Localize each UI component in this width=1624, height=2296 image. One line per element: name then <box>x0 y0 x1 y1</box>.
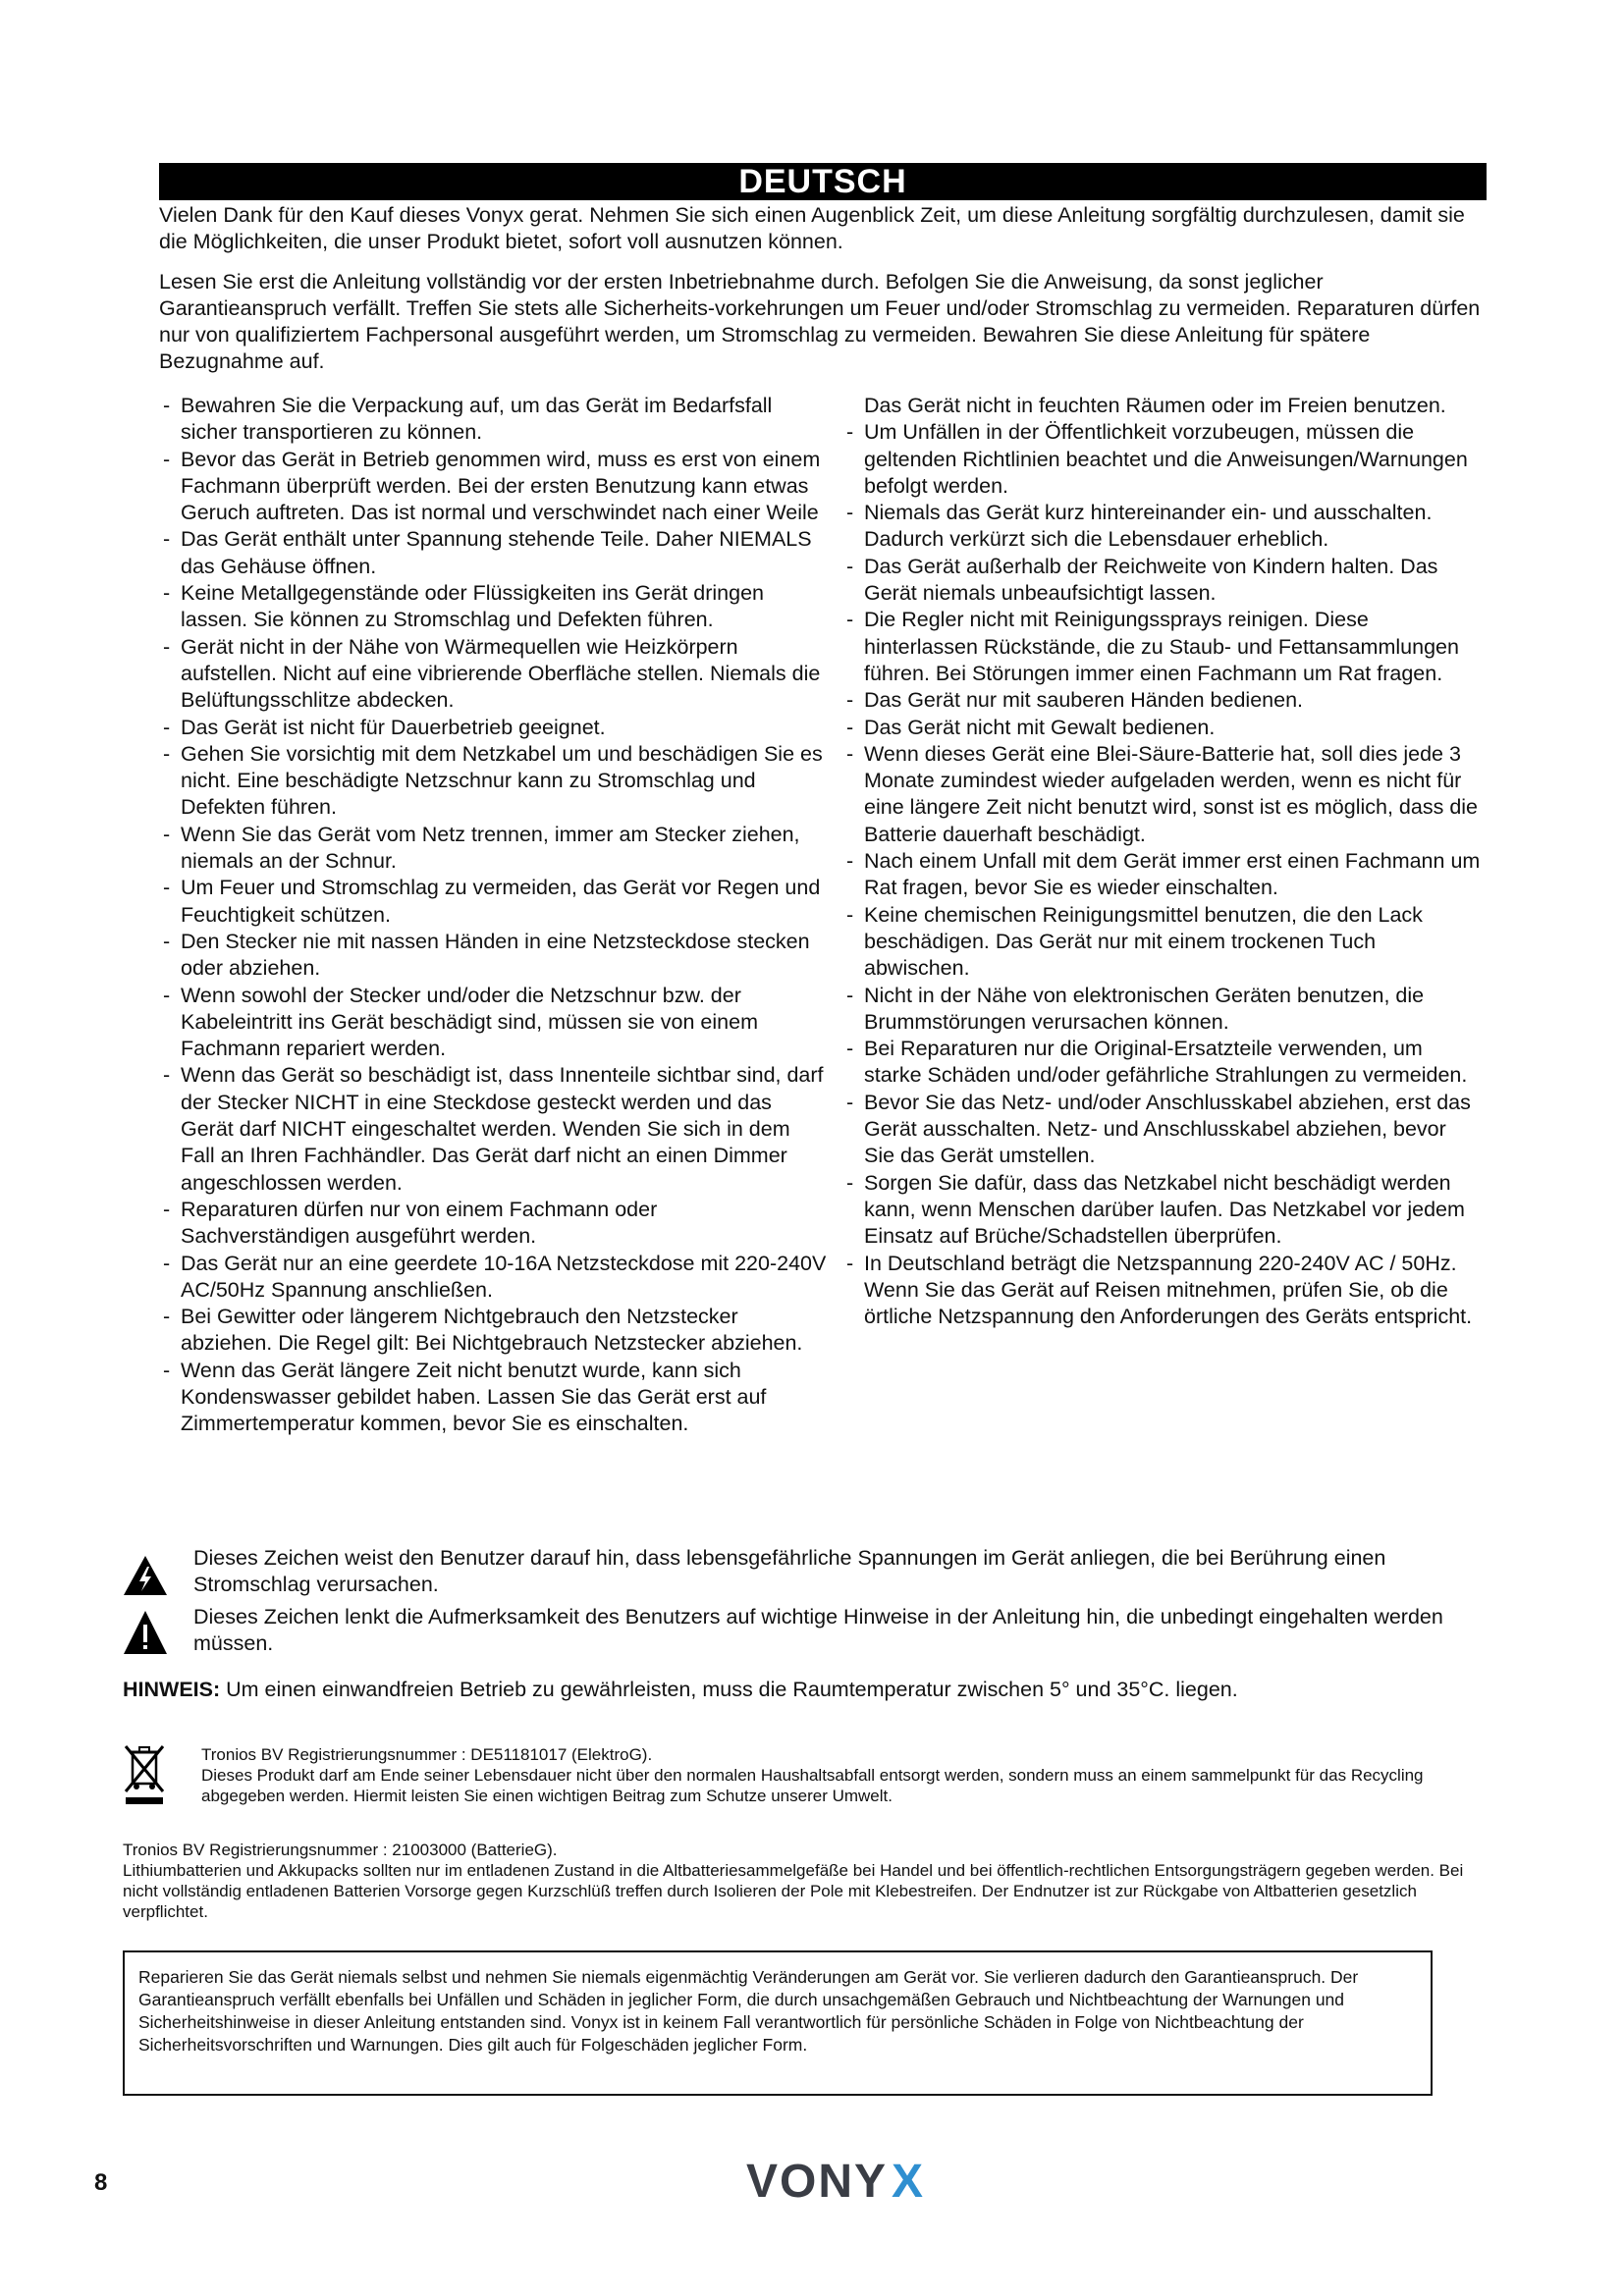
list-item: Das Gerät nicht in feuchten Räumen oder im Freien benutzen. <box>864 394 1446 417</box>
list-item: - Niemals das Gerät kurz hintereinander ein- und ausschalten. Dadurch verkürzt sich die Lebensdauer erheblich. <box>842 500 1481 554</box>
list-item: - Um Unfällen in der Öffentlichkeit vorzubeugen, müssen die geltenden Richtlinien beachtet und die Anweisungen/Warnungen befolgt werden. <box>842 419 1481 500</box>
svg-text:X: X <box>892 2156 924 2203</box>
electric-warning <box>123 1545 1488 1598</box>
list-item: - Die Regler nicht mit Reinigungssprays reinigen. Diese hinterlassen Rückstände, die zu Staub- und Fettansammlungen führen. Bei Störungen immer einen Fachmann um Rat fragen. <box>842 607 1481 687</box>
battery-registration: Tronios BV Registrierungsnummer : 21003000 (BatterieG). <box>123 1841 558 1859</box>
list-item: - Um Feuer und Stromschlag zu vermeiden, das Gerät vor Regen und Feuchtigkeit schützen. <box>159 875 827 929</box>
weee-notice <box>123 1744 1488 1806</box>
list-item: - Wenn das Gerät so beschädigt ist, dass Innenteile sichtbar sind, darf der Stecker NICHT in eine Steckdose gesteckt werden und das Gerät darf NICHT eingeschaltet werden. Wenden Sie sich in dem Fall an Ihren Fachhändler. Das Gerät darf nicht an einen Dimmer angeschlossen werden. <box>159 1062 827 1196</box>
disclaimer-text: Reparieren Sie das Gerät niemals selbst und nehmen Sie niemals eigenmächtig Veränderungen am Gerät vor. Sie verlieren dadurch den Garantieanspruch. Der Garantieanspruch verfällt ebenfalls bei Unfällen und Schäden in jeglicher Form, die durch unsachgemäßen Gebrauch und Nichtbeachtung der Warnungen und Sicherheitshinweise in dieser Anleitung entstanden sind. Vonyx ist in keinem Fall verantwortlich für persönliche Schäden in Folge von Nichtbeachtung der Sicherheitsvorschriften und Warnungen. Dies gilt auch für Folgeschäden jeglicher Form. <box>138 1967 1359 2055</box>
section-title: DEUTSCH <box>159 163 1487 200</box>
list-item: - Gerät nicht in der Nähe von Wärmequellen wie Heizkörpern aufstellen. Nicht auf eine vibrierende Oberfläche stellen. Niemals die Belüftungsschlitze abdecken. <box>159 634 827 715</box>
svg-text:VONY: VONY <box>746 2156 889 2203</box>
intro-paragraph-1: Vielen Dank für den Kauf dieses Vonyx gerat. Nehmen Sie sich einen Augenblick Zeit, um diese Anleitung sorgfältig durchzulesen, damit sie die Möglichkeiten, die unser Produkt bietet, sofort voll ausnutzen können. <box>159 203 1465 253</box>
weee-registration: Tronios BV Registrierungsnummer : DE51181017 (ElektroG). <box>201 1745 653 1764</box>
exclamation-warning-icon <box>123 1610 168 1655</box>
list-item: - Reparaturen dürfen nur von einem Fachmann oder Sachverständigen ausgeführt werden. <box>159 1197 827 1251</box>
list-item: - Bevor das Gerät in Betrieb genommen wird, muss es erst von einem Fachmann überprüft werden. Bei der ersten Benutzung kann etwas Geruch auftreten. Das ist normal und verschwindet nach einer Weile <box>159 447 827 527</box>
safety-list-left <box>159 393 827 1438</box>
weee-text: Dieses Produkt darf am Ende seiner Lebensdauer nicht über den normalen Haushaltsabfall entsorgt werden, sondern muss an einem sammelpunkt für das Recycling abgegeben werden. Hiermit leisten Sie einen wichtigen Beitrag zum Schutze unserer Umwelt. <box>201 1766 1424 1805</box>
list-item: - Bewahren Sie die Verpackung auf, um das Gerät im Bedarfsfall sicher transportieren zu können. <box>159 393 827 447</box>
disclaimer-box <box>123 1950 1433 2096</box>
list-item: - Sorgen Sie dafür, dass das Netzkabel nicht beschädigt werden kann, wenn Menschen darüber laufen. Das Netzkabel vor jedem Einsatz auf Brüche/Schadstellen überprüfen. <box>842 1170 1481 1251</box>
list-item: - Keine chemischen Reinigungsmittel benutzen, die den Lack beschädigen. Das Gerät nur mit einem trockenen Tuch abwischen. <box>842 902 1481 983</box>
note <box>123 1677 1478 1703</box>
vonyx-logo-mark <box>746 2156 982 2203</box>
list-item: - Das Gerät nicht mit Gewalt bedienen. <box>842 715 1481 741</box>
list-item: - Das Gerät nur mit sauberen Händen bedienen. <box>842 687 1481 714</box>
list-item: - Den Stecker nie mit nassen Händen in eine Netzsteckdose stecken oder abziehen. <box>159 929 827 983</box>
list-item: - Das Gerät außerhalb der Reichweite von Kindern halten. Das Gerät niemals unbeaufsichtigt lassen. <box>842 554 1481 608</box>
list-item: - Nach einem Unfall mit dem Gerät immer erst einen Fachmann um Rat fragen, bevor Sie es wieder einschalten. <box>842 848 1481 902</box>
list-item: - Das Gerät enthält unter Spannung stehende Teile. Daher NIEMALS das Gehäuse öffnen. <box>159 526 827 580</box>
list-item: - Wenn sowohl der Stecker und/oder die Netzschnur bzw. der Kabeleintritt ins Gerät beschädigt sind, müssen sie von einem Fachmann repariert werden. <box>159 983 827 1063</box>
list-item: - Bei Reparaturen nur die Original-Ersatzteile verwenden, um starke Schäden und/oder gefährliche Strahlungen zu vermeiden. <box>842 1036 1481 1090</box>
list-item: - Wenn das Gerät längere Zeit nicht benutzt wurde, kann sich Kondenswasser gebildet haben. Lassen Sie das Gerät erst auf Zimmertemperatur kommen, bevor Sie es einschalten. <box>159 1358 827 1438</box>
attention-warning-text: Dieses Zeichen lenkt die Aufmerksamkeit des Benutzers auf wichtige Hinweise in der Anleitung hin, die unbedingt eingehalten werden müssen. <box>193 1605 1443 1655</box>
vonyx-logo <box>746 2156 982 2208</box>
battery-text: Lithiumbatterien und Akkupacks sollten nur im entladenen Zustand in die Altbatteriesammelgefäße bei Handel und bei öffentlich-rechtlichen Entsorgungsträgern gegeben werden. Bei nicht vollständig entladenen Batterien Vorsorge gegen Kurzschlüß treffen durch Isolieren der Pole mit Klebestreifen. Der Endnutzer ist zur Rückgabe von Altbatterien gesetzlich verpflichtet. <box>123 1861 1464 1921</box>
note-label: HINWEIS: <box>123 1678 221 1701</box>
attention-warning <box>123 1604 1488 1657</box>
list-item: - Wenn dieses Gerät eine Blei-Säure-Batterie hat, soll dies jede 3 Monate zumindest wieder aufgeladen werden, wenn es nicht für eine längere Zeit nicht benutzt wird, sonst ist es möglich, dass die Batterie dauerhaft beschädigt. <box>842 741 1481 848</box>
list-item: - Gehen Sie vorsichtig mit dem Netzkabel um und beschädigen Sie es nicht. Eine beschädigte Netzschnur kann zu Stromschlag und Defekten führen. <box>159 741 827 822</box>
crossed-bin-icon <box>123 1744 166 1805</box>
intro-paragraph-2: Lesen Sie erst die Anleitung vollständig vor der ersten Inbetriebnahme durch. Befolgen Sie die Anweisung, da sonst jeglicher Garantieanspruch verfällt. Treffen Sie stets alle Sicherheits-vorkehrungen um Feuer und/oder Stromschlag zu vermeiden. Reparaturen dürfen nur von qualifiziertem Fachpersonal ausgeführt werden, um Stromschlag zu vermeiden. Bewahren Sie diese Anleitung für spätere Bezugnahme auf. <box>159 270 1481 373</box>
list-item: - Das Gerät nur an eine geerdete 10-16A Netzsteckdose mit 220-240V AC/50Hz Spannung anschließen. <box>159 1251 827 1305</box>
list-item: - In Deutschland beträgt die Netzspannung 220-240V AC / 50Hz. Wenn Sie das Gerät auf Reisen mitnehmen, prüfen Sie, ob die örtliche Netzspannung den Anforderungen des Geräts entspricht. <box>842 1251 1481 1331</box>
electric-shock-warning-icon <box>123 1555 168 1596</box>
list-item: - Keine Metallgegenstände oder Flüssigkeiten ins Gerät dringen lassen. Sie können zu Stromschlag und Defekten führen. <box>159 580 827 634</box>
list-item: - Bei Gewitter oder längerem Nichtgebrauch den Netzstecker abziehen. Die Regel gilt: Bei Nichtgebrauch Netzstecker abziehen. <box>159 1304 827 1358</box>
battery-notice <box>123 1840 1488 1922</box>
safety-list-right <box>842 393 1481 1330</box>
page-number: 8 <box>94 2169 108 2196</box>
note-text: Um einen einwandfreien Betrieb zu gewährleisten, muss die Raumtemperatur zwischen 5° und 35°C. liegen. <box>220 1678 1238 1701</box>
list-item: - Bevor Sie das Netz- und/oder Anschlusskabel abziehen, erst das Gerät ausschalten. Netz- und Anschlusskabel abziehen, bevor Sie das Gerät umstellen. <box>842 1090 1481 1170</box>
list-item: - Wenn Sie das Gerät vom Netz trennen, immer am Stecker ziehen, niemals an der Schnur. <box>159 822 827 876</box>
electric-warning-text: Dieses Zeichen weist den Benutzer darauf hin, dass lebensgefährliche Spannungen im Gerät anliegen, die bei Berührung einen Stromschlag verursachen. <box>193 1546 1386 1596</box>
list-item: - Nicht in der Nähe von elektronischen Geräten benutzen, die Brummstörungen verursachen können. <box>842 983 1481 1037</box>
list-item: - Das Gerät ist nicht für Dauerbetrieb geeignet. <box>159 715 827 741</box>
